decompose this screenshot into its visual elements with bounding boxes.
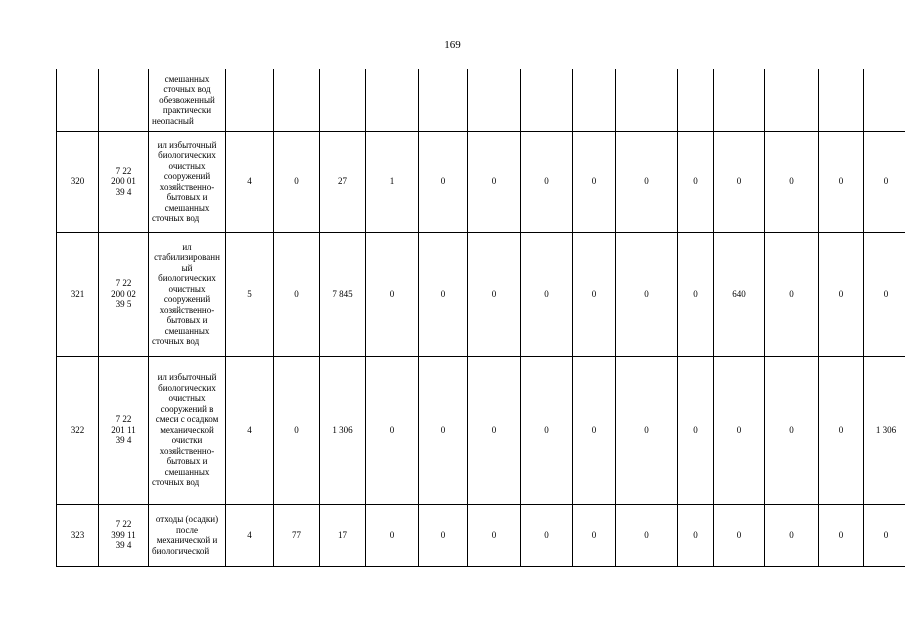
value-cell: 0	[864, 232, 905, 356]
value-cell: 0	[419, 131, 468, 232]
value-cell: 1 306	[320, 356, 366, 504]
value-cell: 0	[468, 131, 521, 232]
row-number	[57, 69, 99, 131]
value-cell: 27	[320, 131, 366, 232]
value-cell: 0	[714, 356, 765, 504]
value-cell	[521, 69, 573, 131]
value-cell: 0	[864, 131, 905, 232]
waste-code-line: 7 22	[115, 278, 132, 289]
waste-table	[56, 69, 905, 567]
value-cell: 0	[573, 504, 616, 566]
value-cell: 0	[765, 504, 819, 566]
value-cell	[573, 69, 616, 131]
value-cell: 0	[521, 504, 573, 566]
value-cell: 1	[366, 131, 419, 232]
waste-code-line: 7 22	[115, 414, 132, 425]
value-cell: 7 845	[320, 232, 366, 356]
value-cell	[274, 69, 320, 131]
value-cell: 0	[521, 131, 573, 232]
value-cell: 0	[714, 131, 765, 232]
table-row	[57, 232, 905, 356]
waste-code	[99, 131, 149, 232]
value-cell	[366, 69, 419, 131]
value-cell: 0	[678, 356, 714, 504]
table-row	[57, 131, 905, 232]
value-cell: 0	[274, 356, 320, 504]
value-cell: 0	[819, 232, 864, 356]
waste-code-line: 200 02	[111, 288, 136, 299]
value-cell: 0	[521, 232, 573, 356]
value-cell: 0	[616, 504, 678, 566]
waste-code-line: 39 4	[115, 186, 132, 197]
waste-code	[99, 69, 149, 131]
waste-name-text: отходы (осадки) после механической и биологической	[152, 514, 219, 556]
value-cell	[320, 69, 366, 131]
value-cell: 0	[714, 504, 765, 566]
value-cell: 0	[468, 232, 521, 356]
value-cell	[616, 69, 678, 131]
value-cell	[765, 69, 819, 131]
waste-code-line: 201 11	[111, 424, 136, 435]
waste-name-text: ил стабилизированный биологических очистных сооружений хозяйственно-бытовых и смешанных сточных вод	[152, 241, 220, 346]
value-cell: 0	[573, 232, 616, 356]
waste-code-line: 7 22	[115, 165, 132, 176]
value-cell: 0	[274, 131, 320, 232]
value-cell: 640	[714, 232, 765, 356]
row-number: 321	[57, 232, 99, 356]
table-row	[57, 356, 905, 504]
value-cell: 0	[419, 356, 468, 504]
row-number: 322	[57, 356, 99, 504]
value-cell: 4	[226, 504, 274, 566]
value-cell: 5	[226, 232, 274, 356]
value-cell	[226, 69, 274, 131]
waste-code-line: 399 11	[111, 529, 136, 540]
waste-code-line: 200 01	[111, 176, 136, 187]
value-cell: 4	[226, 131, 274, 232]
value-cell: 1 306	[864, 356, 905, 504]
value-cell: 0	[366, 504, 419, 566]
value-cell: 0	[274, 232, 320, 356]
page-number: 169	[444, 39, 461, 51]
value-cell: 17	[320, 504, 366, 566]
waste-name-text: ил избыточный биологических очистных сооружений в смеси с осадком механической очистки хозяйственно-бытовых и смешанных сточных вод	[152, 372, 219, 488]
waste-name	[149, 131, 226, 232]
value-cell: 0	[819, 356, 864, 504]
value-cell: 0	[678, 504, 714, 566]
waste-code	[99, 504, 149, 566]
waste-code-line: 7 22	[115, 519, 132, 530]
value-cell: 0	[765, 356, 819, 504]
value-cell: 0	[521, 356, 573, 504]
value-cell	[419, 69, 468, 131]
value-cell: 0	[366, 232, 419, 356]
value-cell: 0	[616, 131, 678, 232]
waste-name	[149, 69, 226, 131]
value-cell: 0	[819, 504, 864, 566]
value-cell: 4	[226, 356, 274, 504]
value-cell: 0	[616, 232, 678, 356]
value-cell: 0	[366, 356, 419, 504]
row-number: 320	[57, 131, 99, 232]
waste-name	[149, 232, 226, 356]
value-cell: 0	[765, 131, 819, 232]
value-cell: 0	[573, 131, 616, 232]
value-cell	[864, 69, 905, 131]
value-cell: 77	[274, 504, 320, 566]
row-number: 323	[57, 504, 99, 566]
value-cell: 0	[419, 504, 468, 566]
value-cell: 0	[678, 131, 714, 232]
table-row	[57, 69, 905, 131]
value-cell	[678, 69, 714, 131]
value-cell: 0	[616, 356, 678, 504]
waste-name	[149, 356, 226, 504]
waste-code-line: 39 4	[115, 435, 132, 446]
value-cell: 0	[678, 232, 714, 356]
waste-name-text: ил избыточный биологических очистных сооружений хозяйственно-бытовых и смешанных сточных вод	[152, 139, 217, 223]
value-cell: 0	[819, 131, 864, 232]
value-cell: 0	[468, 504, 521, 566]
waste-code	[99, 232, 149, 356]
value-cell	[714, 69, 765, 131]
value-cell: 0	[468, 356, 521, 504]
value-cell	[819, 69, 864, 131]
table-row	[57, 504, 905, 566]
value-cell: 0	[573, 356, 616, 504]
value-cell: 0	[419, 232, 468, 356]
waste-code-line: 39 5	[115, 299, 132, 310]
waste-name-text: смешанных сточных вод обезвоженный практически неопасный	[152, 73, 215, 126]
waste-code-line: 39 4	[115, 540, 132, 551]
value-cell: 0	[864, 504, 905, 566]
value-cell	[468, 69, 521, 131]
waste-name	[149, 504, 226, 566]
waste-code	[99, 356, 149, 504]
value-cell: 0	[765, 232, 819, 356]
